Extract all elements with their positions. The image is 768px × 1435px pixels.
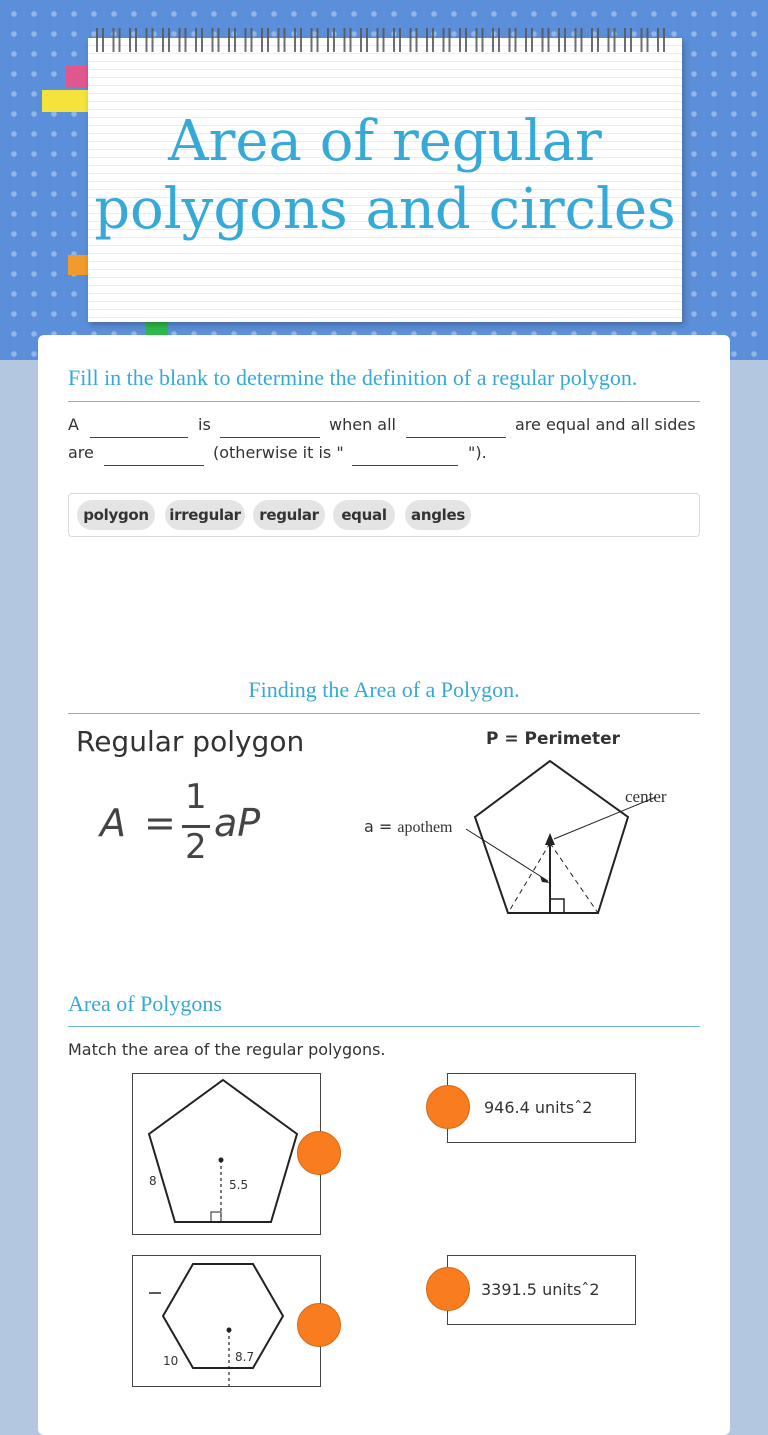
- blank-input-3[interactable]: [406, 437, 506, 438]
- spiral-binding: [96, 28, 672, 52]
- section-divider: [68, 1026, 700, 1027]
- match-dot-pentagon[interactable]: [297, 1131, 341, 1175]
- perimeter-label: P = Perimeter: [486, 729, 621, 749]
- sentence-word: ").: [468, 443, 487, 462]
- word-chip-regular[interactable]: regular: [253, 500, 325, 530]
- word-chip-equal[interactable]: equal: [333, 500, 395, 530]
- sentence-word: A: [68, 415, 79, 434]
- hexagon-shape: [133, 1256, 320, 1386]
- match-item-hexagon[interactable]: [132, 1255, 321, 1387]
- blank-input-2[interactable]: [220, 437, 320, 438]
- section-heading-definition: Fill in the blank to determine the definition of a regular polygon.: [68, 365, 638, 390]
- match-item-pentagon[interactable]: [132, 1073, 321, 1235]
- center-label: center: [625, 787, 667, 806]
- page-title: Area of regular polygons and circles: [94, 109, 676, 242]
- sticky-tab-yellow: [42, 90, 88, 112]
- hexagon-side-label: 10: [163, 1354, 179, 1368]
- sentence-word: is: [198, 415, 211, 434]
- word-chip-irregular[interactable]: irregular: [165, 500, 245, 530]
- sentence-word: when all: [329, 415, 396, 434]
- sticky-tab-orange: [68, 255, 88, 275]
- formula-figure: [68, 721, 700, 921]
- match-answer-2[interactable]: [447, 1255, 636, 1325]
- pentagon-shape: [133, 1074, 320, 1234]
- section-divider: [68, 401, 700, 402]
- answer-text: 3391.5 unitsˆ2: [481, 1280, 600, 1299]
- pentagon-side-label: 8: [149, 1174, 157, 1188]
- blank-input-4[interactable]: [104, 465, 204, 466]
- blank-input-5[interactable]: [352, 465, 458, 466]
- match-dot-answer-2[interactable]: [426, 1267, 470, 1311]
- section-heading-area-polygons: Area of Polygons: [68, 991, 222, 1016]
- area-formula: A = 1 2 aP: [100, 777, 261, 867]
- worksheet-card: [38, 335, 730, 1435]
- sticky-tab-green: [146, 320, 168, 336]
- apothem-label: a = apothem: [364, 817, 453, 836]
- section-divider: [68, 713, 700, 714]
- word-bank: [68, 493, 700, 537]
- regular-polygon-label: Regular polygon: [76, 725, 305, 758]
- hexagon-apothem-label: 8.7: [235, 1350, 255, 1364]
- sticky-tab-pink: [66, 66, 88, 88]
- sentence-word: are: [68, 443, 94, 462]
- sentence-word: (otherwise it is ": [213, 443, 344, 462]
- header-banner: [0, 0, 768, 360]
- word-chip-polygon[interactable]: polygon: [77, 500, 155, 530]
- match-dot-hexagon[interactable]: [297, 1303, 341, 1347]
- match-instruction: Match the area of the regular polygons.: [68, 1040, 386, 1059]
- pentagon-diagram: [68, 721, 700, 921]
- section-heading-area-formula: Finding the Area of a Polygon.: [248, 677, 520, 702]
- match-answer-1[interactable]: [447, 1073, 636, 1143]
- sentence-word: are equal and all sides: [515, 415, 696, 434]
- pentagon-apothem-label: 5.5: [229, 1178, 249, 1192]
- answer-text: 946.4 unitsˆ2: [484, 1098, 593, 1117]
- word-chip-angles[interactable]: angles: [405, 500, 471, 530]
- match-dot-answer-1[interactable]: [426, 1085, 470, 1129]
- blank-input-1[interactable]: [90, 437, 188, 438]
